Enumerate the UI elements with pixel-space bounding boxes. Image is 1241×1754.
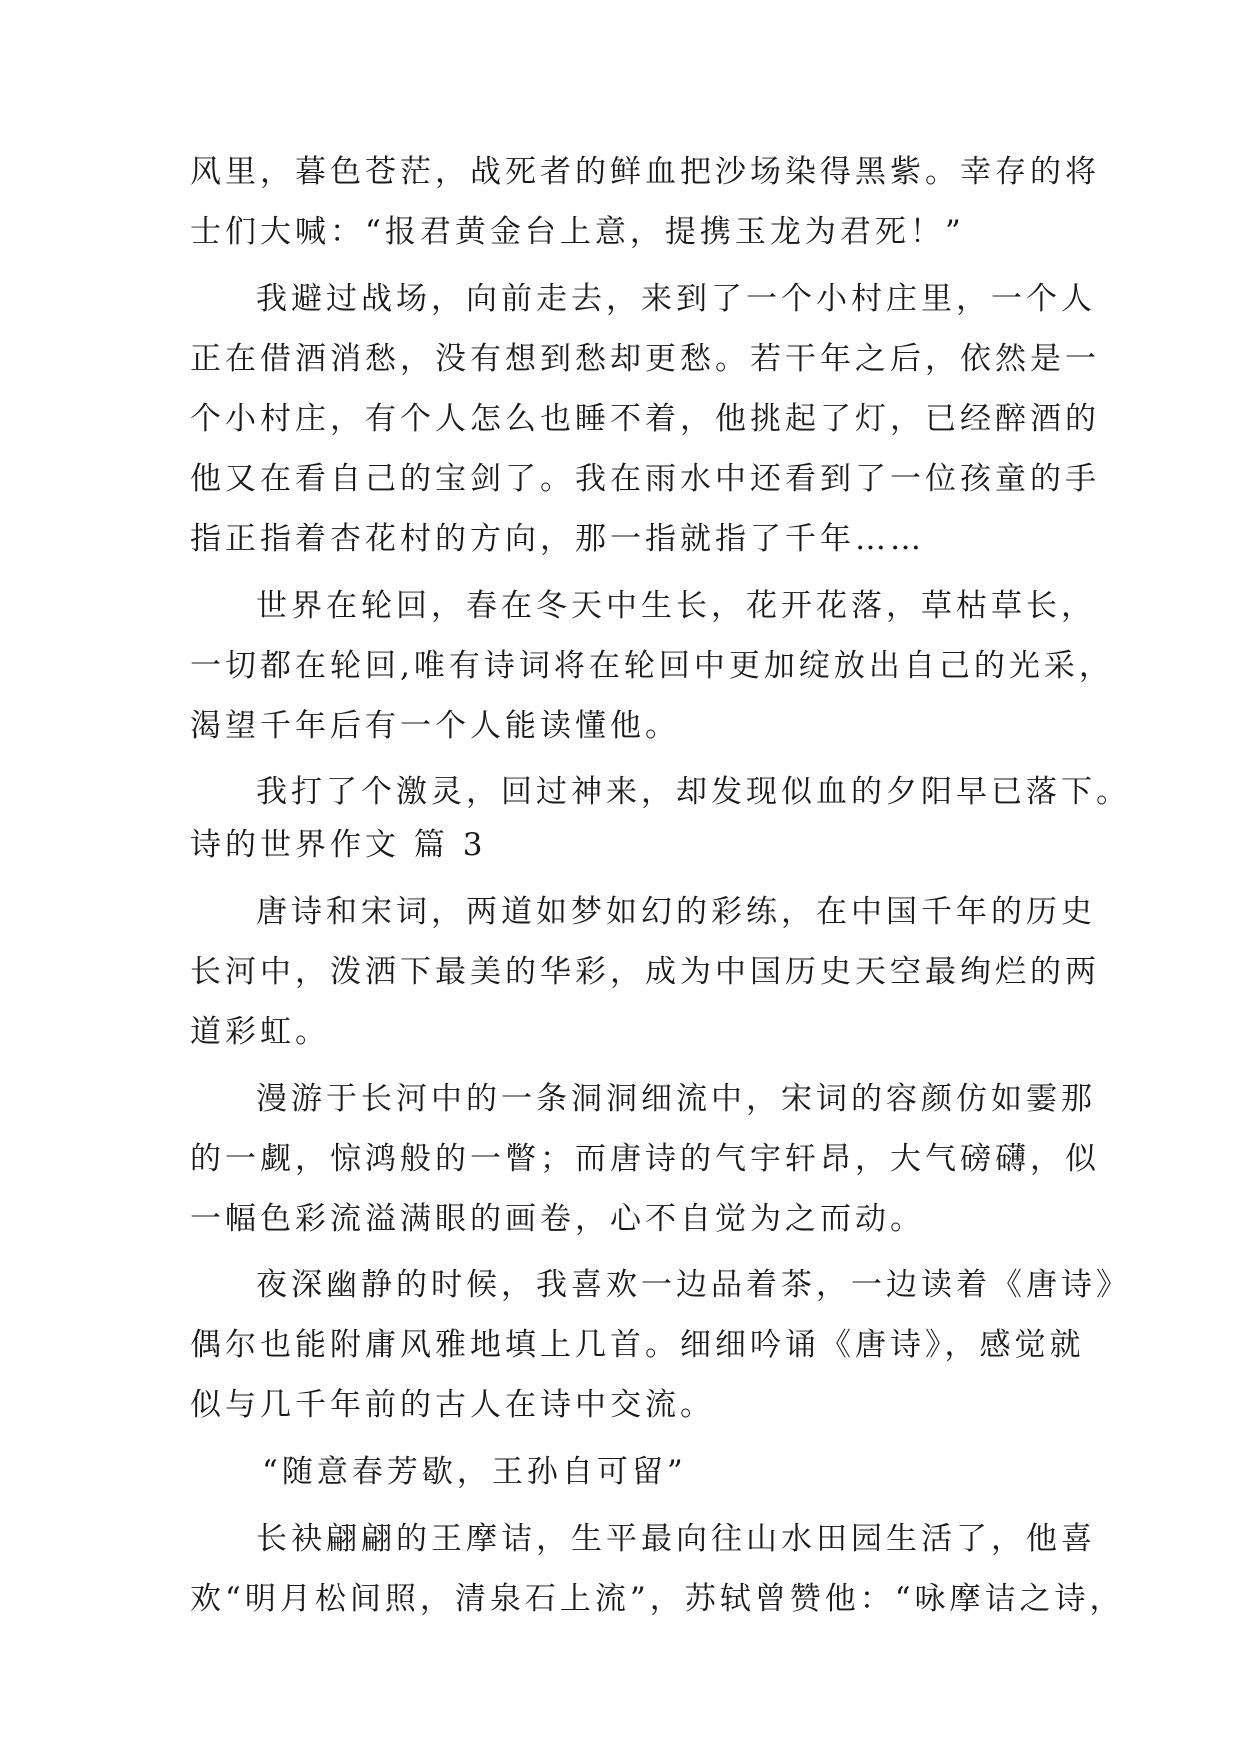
text-line: 渴望千年后有一个人能读懂他。	[190, 708, 680, 744]
text-line: 士们大喊：“报君黄金台上意，提携玉龙为君死！”	[190, 214, 965, 250]
text-line: 正在借酒消愁，没有想到愁却更愁。若干年之后，依然是一	[190, 341, 1100, 377]
text-line: 长河中，泼洒下最美的华彩，成为中国历史天空最绚烂的两	[190, 954, 1100, 990]
paragraph-start-line: 世界在轮回，春在冬天中生长，花开花落，草枯草长，	[256, 588, 1096, 624]
paragraph-start-line: 我避过战场，向前走去，来到了一个小村庄里，一个人	[256, 281, 1096, 317]
section-heading: 诗的世界作文 篇 3	[190, 827, 487, 863]
paragraph-start-line: 长袂翩翩的王摩诘，生平最向往山水田园生活了，他喜	[256, 1521, 1096, 1557]
paragraph-start-line: 我打了个激灵，回过神来，却发现似血的夕阳早已落下。	[256, 774, 1131, 810]
text-line: 一切都在轮回,唯有诗词将在轮回中更加绽放出自己的光采，	[190, 648, 1114, 684]
text-line: 欢“明月松间照，清泉石上流”，苏轼曾赞他：“咏摩诘之诗，	[190, 1581, 1125, 1617]
text-line: 一幅色彩流溢满眼的画卷，心不自觉为之而动。	[190, 1201, 925, 1237]
text-line: 的一觑，惊鸿般的一瞥；而唐诗的气宇轩昂，大气磅礴，似	[190, 1141, 1100, 1177]
text-line: 道彩虹。	[190, 1014, 330, 1050]
text-line: 似与几千年前的古人在诗中交流。	[190, 1387, 715, 1423]
text-line: 风里，暮色苍茫，战死者的鲜血把沙场染得黑紫。幸存的将	[190, 154, 1100, 190]
text-line: 偶尔也能附庸风雅地填上几首。细细吟诵《唐诗》，感觉就	[190, 1327, 1085, 1363]
paragraph-start-line: 唐诗和宋词，两道如梦如幻的彩练，在中国千年的历史	[256, 894, 1096, 930]
paragraph-start-line: 夜深幽静的时候，我喜欢一边品着茶，一边读着《唐诗》	[256, 1267, 1131, 1303]
text-line: 他又在看自己的宝剑了。我在雨水中还看到了一位孩童的手	[190, 461, 1100, 497]
text-line: 个小村庄，有个人怎么也睡不着，他挑起了灯，已经醉酒的	[190, 401, 1100, 437]
text-line: 指正指着杏花村的方向，那一指就指了千年……	[190, 521, 925, 557]
poem-quote-line: “随意春芳歇，王孙自可留”	[262, 1454, 687, 1490]
paragraph-start-line: 漫游于长河中的一条洞洞细流中，宋词的容颜仿如霎那	[256, 1081, 1096, 1117]
